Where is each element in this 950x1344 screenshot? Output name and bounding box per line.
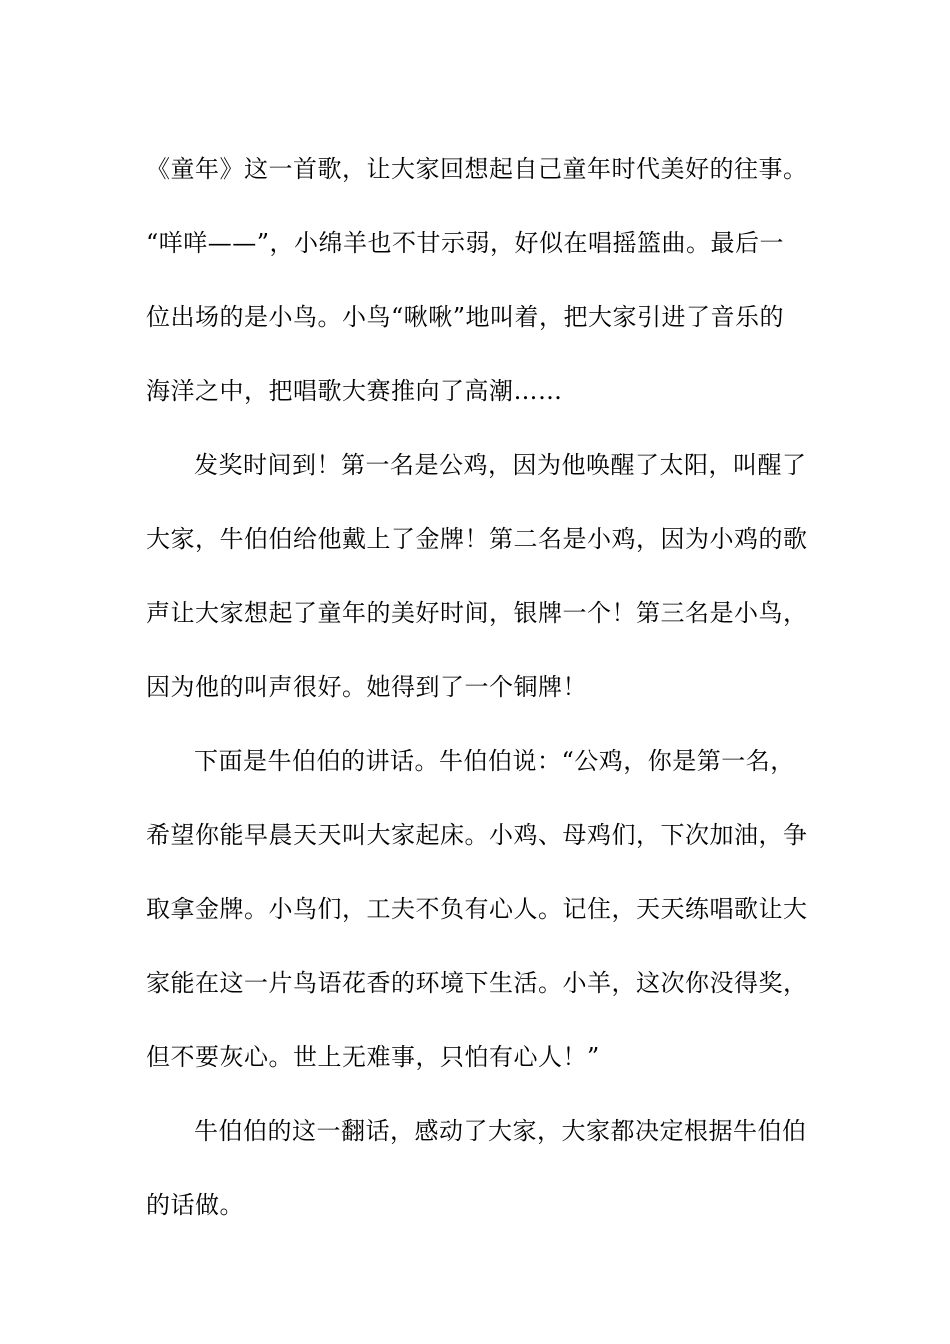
text-line: 但不要灰心。世上无难事，只怕有心人！” — [146, 1043, 600, 1071]
text-line: 《童年》这一首歌，让大家回想起自己童年时代美好的往事。 — [146, 155, 808, 183]
paragraph-start-line: 牛伯伯的这一翻话，感动了大家，大家都决定根据牛伯伯 — [194, 1117, 807, 1145]
text-line: 的话做。 — [146, 1191, 244, 1219]
text-line: 位出场的是小鸟。小鸟“啾啾”地叫着，把大家引进了音乐的 — [146, 303, 785, 331]
body-text — [146, 132, 808, 1242]
text-line: 取拿金牌。小鸟们，工夫不负有心人。记住，天天练唱歌让大 — [146, 895, 808, 923]
text-line: 家能在这一片鸟语花香的环境下生活。小羊，这次你没得奖， — [146, 969, 808, 997]
text-line: 大家，牛伯伯给他戴上了金牌！第二名是小鸡，因为小鸡的歌 — [146, 525, 808, 553]
text-line: 因为他的叫声很好。她得到了一个铜牌！ — [146, 673, 587, 701]
paragraph-start-line: 下面是牛伯伯的讲话。牛伯伯说：“公鸡，你是第一名， — [194, 747, 795, 775]
paragraph-start-line: 发奖时间到！第一名是公鸡，因为他唤醒了太阳，叫醒了 — [194, 451, 807, 479]
text-line: 希望你能早晨天天叫大家起床。小鸡、母鸡们，下次加油，争 — [146, 821, 808, 849]
text-line: 海洋之中，把唱歌大赛推向了高潮…… — [146, 377, 563, 405]
text-line: 声让大家想起了童年的美好时间，银牌一个！第三名是小鸟， — [146, 599, 808, 627]
text-line: “咩咩——”，小绵羊也不甘示弱，好似在唱摇篮曲。最后一 — [146, 229, 785, 257]
